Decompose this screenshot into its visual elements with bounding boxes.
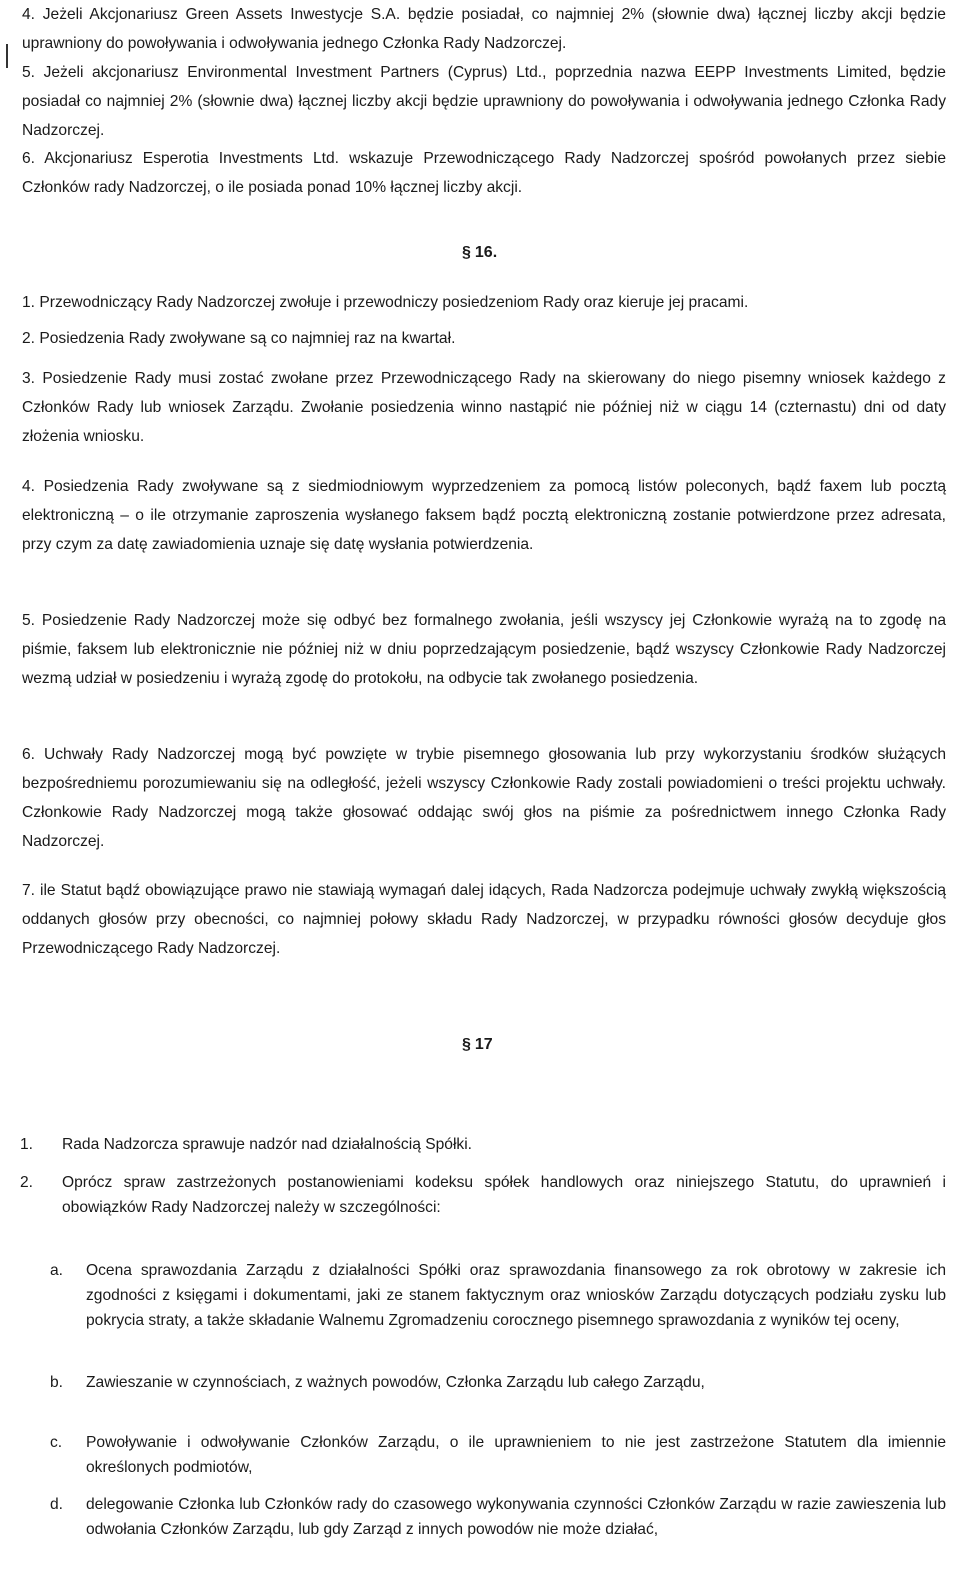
item-text: Jeżeli Akcjonariusz Green Assets Inwestycje S.A. będzie posiadał, co najmniej 2% (słownie dwa) łącznej liczby akcji będzie uprawniony do powoływania i odwoływania jednego Członka Rady Nadzorczej. [22, 6, 946, 52]
item-text: delegowanie Członka lub Członków rady do czasowego wykonywania czynności Członków Zarządu w razie zawieszenia lub odwołania Członków Zarządu, lub gdy Zarząd z innych powodów nie może działać, [86, 1496, 946, 1538]
list-item [20, 1170, 946, 1220]
item-letter: d. [50, 1496, 64, 1513]
list-item [22, 288, 946, 317]
list-item [20, 1132, 946, 1157]
item-number: 5. [22, 612, 36, 629]
change-marker-bar [6, 44, 8, 68]
item-text: ile Statut bądź obowiązujące prawo nie stawiają wymagań dalej idących, Rada Nadzorcza podejmuje uchwały zwykłą większością oddanych głosów przy obecności, co najmniej połowy składu Rady Nadzorczej, w przypadku równości głosów decyduje głos Przewodniczącego Rady Nadzorczej. [22, 882, 946, 957]
item-letter: a. [50, 1262, 64, 1279]
item-number: 1. [20, 1136, 34, 1153]
item-number: 4. [22, 6, 36, 23]
list-item [22, 876, 946, 963]
item-number: 4. [22, 478, 36, 495]
item-number: 2. [22, 330, 36, 347]
item-text: Posiedzenie Rady Nadzorczej może się odbyć bez formalnego zwołania, jeśli wszyscy jej Członkowie wyrażą na to zgodę na piśmie, faksem lub elektronicznie nie później niż w dniu poprzedzającym posiedzenie, bądź wszyscy Członkowie Rady Nadzorczej wezmą udział w posiedzeniu i wyrażą zgodę do protokołu, na odbycie tak zwołanego posiedzenia. [22, 612, 946, 687]
item-text: Posiedzenia Rady zwoływane są z siedmiodniowym wyprzedzeniem za pomocą listów poleconych, bądź faxem lub pocztą elektroniczną – o ile otrzymanie zaproszenia wysłanego faksem bądź pocztą elektroniczną zostanie potwierdzone przez adresata, przy czym za datę zawiadomienia uznaje się datę wysłania potwierdzenia. [22, 478, 946, 553]
section-number: 16. [474, 244, 498, 261]
list-item [22, 364, 946, 451]
item-text: Przewodniczący Rady Nadzorczej zwołuje i przewodniczy posiedzeniom Rady oraz kieruje jej pracami. [39, 294, 749, 311]
item-number: 2. [20, 1174, 34, 1191]
item-text: Uchwały Rady Nadzorczej mogą być powzięte w trybie pisemnego głosowania lub przy wykorzystaniu środków służących bezpośredniemu porozumiewaniu się na odległość, jeżeli wszyscy Członkowie Rady zostali powiadomieni o treści projektu uchwały. Członkowie Rady Nadzorczej mogą także głosować oddając swój głos na piśmie za pośrednictwem innego Członka Rady Nadzorczej. [22, 746, 946, 850]
item-text: Posiedzenia Rady zwoływane są co najmniej raz na kwartał. [39, 330, 456, 347]
list-item [22, 324, 946, 353]
list-item [22, 606, 946, 693]
item-text: Powoływanie i odwoływanie Członków Zarządu, o ile uprawnieniem to nie jest zastrzeżone Statutem dla imiennie określonych podmiotów, [86, 1434, 946, 1476]
item-text: Oprócz spraw zastrzeżonych postanowieniami kodeksu spółek handlowych oraz niniejszego Statutu, do uprawnień i obowiązków Rady Nadzorczej należy w szczególności: [62, 1174, 946, 1216]
paragraph-symbol: § [462, 244, 471, 261]
item-number: 6. [22, 150, 36, 167]
item-text: Rada Nadzorcza sprawuje nadzór nad działalnością Spółki. [62, 1136, 472, 1153]
section-heading-16 [462, 244, 497, 262]
item-text: Akcjonariusz Esperotia Investments Ltd. wskazuje Przewodniczącego Rady Nadzorczej spośród powołanych przez siebie Członków rady Nadzorczej, o ile posiada ponad 10% łącznej liczby akcji. [22, 150, 946, 196]
sub-list-item [50, 1492, 946, 1542]
item-number: 5. [22, 64, 36, 81]
sub-list-item [50, 1258, 946, 1333]
list-item [22, 740, 946, 856]
item-number: 6. [22, 746, 36, 763]
item-text: Zawieszanie w czynnościach, z ważnych powodów, Członka Zarządu lub całego Zarządu, [86, 1374, 705, 1391]
item-number: 7. [22, 882, 36, 899]
item-number: 3. [22, 370, 36, 387]
item-text: Posiedzenie Rady musi zostać zwołane przez Przewodniczącego Rady na skierowany do niego pisemny wniosek każdego z Członków Rady lub wniosek Zarządu. Zwołanie posiedzenia winno nastąpić nie później niż w ciągu 14 (czternastu) dni od daty złożenia wniosku. [22, 370, 946, 445]
list-item [22, 144, 946, 202]
section-heading-17 [462, 1036, 493, 1054]
sub-list-item [50, 1430, 946, 1480]
section-number: 17 [474, 1036, 493, 1053]
list-item [22, 58, 946, 145]
list-item [22, 472, 946, 559]
sub-list-item [50, 1370, 946, 1395]
item-text: Jeżeli akcjonariusz Environmental Investment Partners (Cyprus) Ltd., poprzednia nazwa EEPP Investments Limited, będzie posiadał co najmniej 2% (słownie dwa) łącznej liczby akcji będzie uprawniony do powoływania i odwoływania jednego Członka Rady Nadzorczej. [22, 64, 946, 139]
item-letter: c. [50, 1434, 63, 1451]
item-text: Ocena sprawozdania Zarządu z działalności Spółki oraz sprawozdania finansowego za rok obrotowy w zakresie ich zgodności z księgami i dokumentami, jaki ze stanem faktycznym oraz wniosków Zarządu dotyczących podziału zysku lub pokrycia straty, a także składanie Walnemu Zgromadzeniu corocznego pisemnego sprawozdania z wyników tej oceny, [86, 1262, 946, 1329]
list-item [22, 0, 946, 58]
item-number: 1. [22, 294, 36, 311]
paragraph-symbol: § [462, 1036, 471, 1053]
item-letter: b. [50, 1374, 64, 1391]
